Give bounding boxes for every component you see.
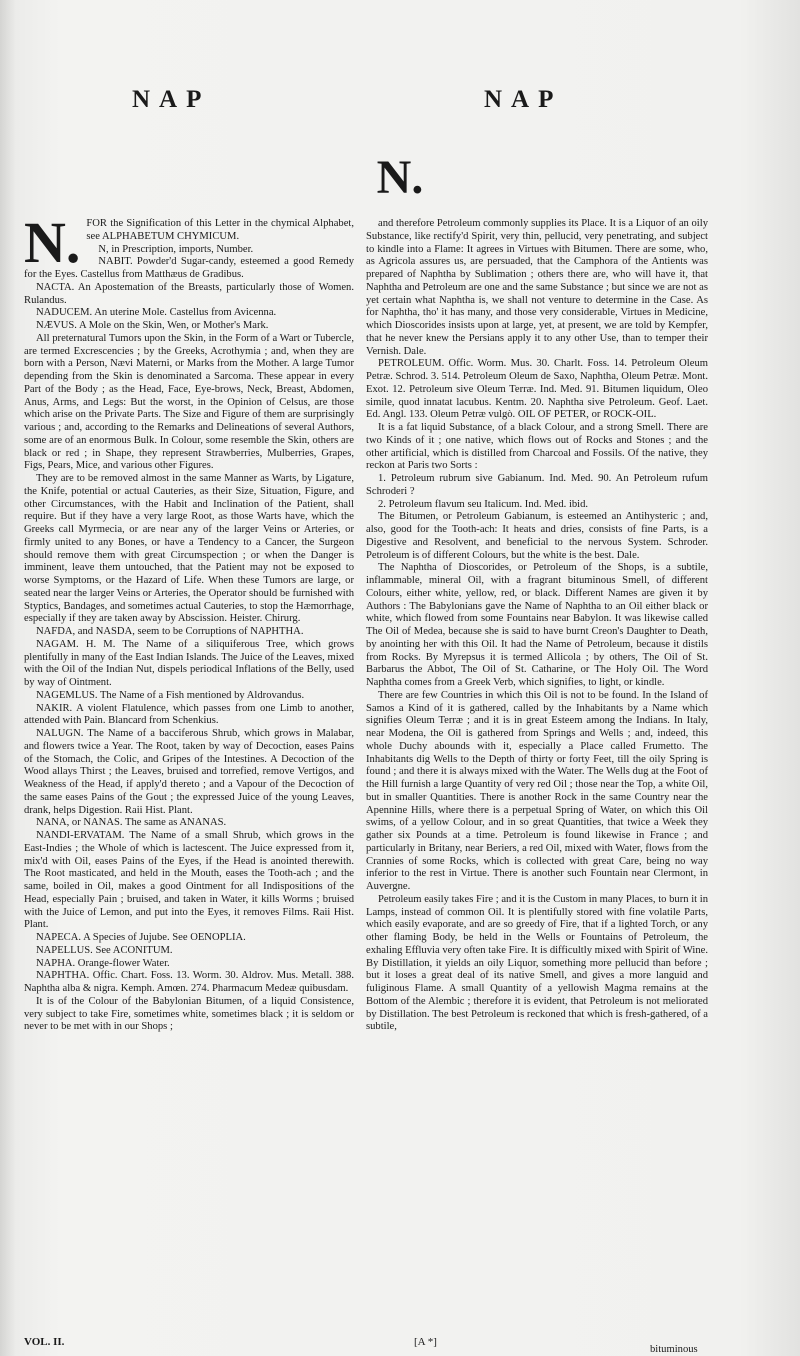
running-head-right: NAP (484, 86, 563, 113)
dictionary-paragraph: NAPHTHA. Offic. Chart. Foss. 13. Worm. 30. Aldrov. Mus. Metall. 388. Naphtha alba & nigra. Kemph. Amœn. 274. Pharmacum Medeæ quibusdam. (24, 970, 354, 994)
dictionary-paragraph: N, in Prescription, imports, Number. (98, 243, 254, 255)
dictionary-paragraph: There are few Countries in which this Oil is not to be found. In the Island of Samos a Kind of it is gathered, called by the Inhabitants by a Name which signifies Oleum Terræ ; and it is in great Esteem among the Indians. In Italy, near Modena, the Oil is gathered from Springs and Wells ; and, indeed, this whole Duchy abounds with it, especially a Place called Frumetto. The Inhabitants dig Wells to the Depth of thirty or forty Feet, till the oily Spring is found ; and there it is always mixed with the Water. The Wells dug at the Foot of the Hill furnish a large Quantity of very red Oil ; those near the Top, a white Oil, but in smaller Quantities. There is another Rock in the same Country near the Apennine Hills, where there is a perpetual Spring of Water, on which this Oil swims, of a yellow Colour, and in so great Quantities, that twice a Week they gather six Pounds at a time. Petroleum is found likewise in France ; and particularly in Britany, near Beriers, a red Oil, mixed with Water, flows from the Crannies of some Rocks, which is collected with great Care, being no way inferior to the rest in Virtue. There is another such Fountain near Clermont, in Auvergne. (366, 689, 708, 892)
dictionary-paragraph: NALUGN. The Name of a bacciferous Shrub, which grows in Malabar, and flowers twice a Year. The Root, taken by way of Decoction, eases Pains of the Stomach, the Colic, and Gripes of the Intestines. A Decoction of the Wood allays Thirst ; the Leaves, bruised and torrefied, remove Vertigos, and Weakness of the Head, if apply'd thereto ; and a Vapour of the Decoction of the same eases Pains of the Gout ; the expressed Juice of the young Leaves, drank, helps Digestion. Raii Hist. Plant. (24, 728, 354, 816)
dictionary-paragraph: NAGAM. H. M. The Name of a siliquiferous Tree, which grows plentifully in many of the East Indian Islands. The Juice of the Leaves, mixed with the Oil of the Indian Nut, dispels periodical Inflations of the Belly, used by way of Ointment. (24, 638, 354, 688)
dictionary-paragraph: Petroleum easily takes Fire ; and it is the Custom in many Places, to burn it in Lamps, instead of common Oil. It is plentifully stored with fine volatile Parts, which easily evaporate, and are so greedy of Fire, that if a lighted Torch, or any other flaming Body, be held in the Wells or Fountains of Petroleum, the exhaling Effluvia very often take Fire. It is difficultly mixed with Spirit of Wine. By Distillation, it yields an oily Liquor, something more pellucid than before ; but it loses a great deal of its native Smell, and gives a more languid and fuliginous Flame. A small Quantity of a yellowish Magma remains at the Bottom of the Alembic ; therefore it is evident, that Petroleum is not meliorated by Distillation. The best Petroleum is reckoned that which is fresh-gathered, of a subtile, (366, 893, 708, 1033)
dictionary-paragraph: NAKIR. A violent Flatulence, which passes from one Limb to another, attended with Pain. Blancard from Schenkius. (24, 702, 354, 727)
catchword: bituminous (650, 1344, 698, 1355)
dictionary-paragraph: 1. Petroleum rubrum sive Gabianum. Ind. Med. 90. An Petroleum rufum Schroderi ? (366, 473, 708, 497)
dictionary-paragraph: 2. Petroleum flavum seu Italicum. Ind. Med. ibid. (378, 498, 589, 510)
dictionary-paragraph: NÆVUS. A Mole on the Skin, Wen, or Mother's Mark. (36, 320, 269, 331)
dictionary-paragraph: The Naphtha of Dioscorides, or Petroleum of the Shops, is a subtile, inflammable, mineral Oil, with a fragrant bituminous Smell, of different Colours, either white, yellow, red, or black. Different Names are given it by Authors : The Babylonians gave the Name of Naphtha to an Oil either black or white, which flowed from some Fountains near Babylon. It was likewise called The Oil of Medea, because she is said to have burnt Creon's Daughter to Death, by anointing her with this Oil. It had the Name of Petroleum, because it distils from Rocks. By Myrepsus it is termed Allicola ; by others, The Oil of St. Barbarus the Abbot, The Oil of St. Catharine, or The Holy Oil. The Word Naphtha comes from a Greek Verb, which signifies, to light, or kindle. (366, 562, 708, 688)
drop-cap: N. (24, 210, 81, 275)
volume-label: VOL. II. (24, 1336, 65, 1348)
dictionary-paragraph: The Bitumen, or Petroleum Gabianum, is esteemed an Antihysteric ; and, also, good for the Tooth-ach: It heats and dries, consists of fine Parts, is a Digestive and Resolvent, and beneficial to the nervous System. Schroder. Petroleum is of different Colours, but the white is the best. Dale. (366, 511, 708, 561)
dictionary-paragraph: NAPECA. A Species of Jujube. See OENOPLIA. (36, 932, 246, 943)
dictionary-paragraph: NAFDA, and NASDA, seem to be Corruptions of NAPHTHA. (36, 626, 304, 637)
right-column (366, 218, 708, 1034)
dictionary-paragraph: NANA, or NANAS. The same as ANANAS. (36, 817, 227, 829)
signature-mark: [A *] (414, 1336, 437, 1348)
dictionary-paragraph: NABIT. Powder'd Sugar-candy, esteemed a good Remedy for the Eyes. Castellus from Matthæus de Gradibus. (24, 256, 354, 280)
dictionary-paragraph: NADUCEM. An uterine Mole. Castellus from Avicenna. (36, 307, 277, 319)
dictionary-paragraph: NACTA. An Apostemation of the Breasts, particularly those of Women. Rulandus. (24, 281, 354, 306)
dictionary-paragraph: N. FOR the Signification of this Letter in the chymical Alphabet, see ALPHABETUM CHYMICUM. (24, 210, 354, 275)
dictionary-paragraph: NAPELLUS. See ACONITUM. (36, 944, 173, 956)
section-letter: N. (376, 151, 424, 204)
running-head-left: NAP (132, 86, 211, 113)
dictionary-paragraph: and therefore Petroleum commonly supplies its Place. It is a Liquor of an oily Substance, like rectify'd Spirit, very thin, pellucid, very penetrating, and subject to kindle into a Flame: It agrees in Virtues with Bitumen. There are some, who, as Agricola assures us, are persuaded, that the Camphora of the Antients was prepared of Naphtha by Sublimation ; others there are, who will have it, that Naphtha and Petroleum are one and the same Substance ; but since we are not as yet certain what Naphtha is, we shall not venture to determine in the Case. As for Naphtha, tho' it has many, and those very considerable, Virtues in Medicine, which Dioscorides insists upon at large, yet, at present, we are told by Kempfer, that he never knew the Persians apply it to any other Use, than to temper their Vernish. Dale. (366, 218, 708, 357)
dictionary-paragraph: It is of the Colour of the Babylonian Bitumen, of a liquid Consistence, very subject to take Fire, sometimes white, sometimes black ; it is seldom or never to be met with in our Shops ; (24, 995, 354, 1033)
dictionary-paragraph: All preternatural Tumors upon the Skin, in the Form of a Wart or Tubercle, are termed Excrescencies ; by the Greeks, Acrothymia ; and, when they are born with a Person, Nævi Materni, or Marks from the Mother. A large Tumor depending from the Skin is denominated a Sarcoma. These appear in every Part of the Body ; as the Head, Face, Eye-brows, Neck, Breast, Abdomen, Anus, Arms, and Legs: But the worst, in the Opinion of Celsus, are those which arise on the Private Parts. The Size and Figure of them are surprisingly various ; and, according to the Remarks and Delineations of several Authors, some are of an enormous Bulk. In Colour, some resemble the Skin, others are black or red ; in Shape, they represent Strawberries, Mulberries, Grapes, Figs, Pears, Mice, and various other Figures. (24, 332, 354, 472)
dictionary-paragraph: NANDI-ERVATAM. The Name of a small Shrub, which grows in the East-Indies ; the Whole of which is lactescent. The Juice expressed from it, mix'd with Oil, eases Pains of the Eyes, if the Head is anointed therewith. The Root masticated, and held in the Mouth, eases the Tooth-ach ; and the same, boiled in Oil, makes a good Ointment for all Indispositions of the Head, especially Pain ; bruised, and taken in Water, it kills Worms ; bruised with the Juice of Lemon, and put into the Eyes, it removes Films. Raii Hist. Plant. (24, 830, 354, 931)
dictionary-paragraph: It is a fat liquid Substance, of a black Colour, and a strong Smell. There are two Kinds of it ; one native, which flows out of Rocks and Stones ; and the other artificial, which is distilled from Charcoal and Fossils. Of the native, they reckon at Paris two Sorts : (366, 422, 708, 472)
dictionary-paragraph: NAGEMLUS. The Name of a Fish mentioned by Aldrovandus. (36, 689, 305, 701)
dictionary-paragraph: PETROLEUM. Offic. Worm. Mus. 30. Charlt. Foss. 14. Petroleum Oleum Petræ. Schrod. 3. 514. Petroleum Oleum de Saxo, Naphtha, Oleum Petræ. Mont. Exot. 12. Petroleum sive Oleum Terræ. Ind. Med. 91. Bitumen liquidum, Oleo simile, quod innatat lacubus. Kentm. 20. Naphtha sive Petroleum. Geof. Laet. Ed. Angl. 133. Oleum Petræ vulgò. OIL OF PETER, or ROCK-OIL. (366, 358, 708, 421)
left-column (24, 210, 354, 1034)
dictionary-paragraph: They are to be removed almost in the same Manner as Warts, by Ligature, the Knife, potential or actual Cauteries, as their Size, Situation, Figure, and other Circumstances, with the Habit and Inclination of the Patient, shall require. But if they have a very large Root, as those Warts have, which the Greeks call Myrmecia, or are near any of the larger Veins or Arteries, or firmly united to any Bones, or have a Tendency to a Cancer, the Surgeon should remove them with great Circumspection ; or when the Danger is imminent, leave them untouched, that the Patient may not be exposed to worse Symptoms, or the Hazard of Life. When these Tumors are large, or seated near the larger Veins or Arteries, the Operator should be furnished with Styptics, Bandages, and sometimes actual Cauteries, to stop the Hæmorrhage, especially if they are taken away by Abscission. Heister. Chirurg. (24, 473, 354, 625)
dictionary-paragraph: NAPHA. Orange-flower Water. (36, 957, 170, 969)
